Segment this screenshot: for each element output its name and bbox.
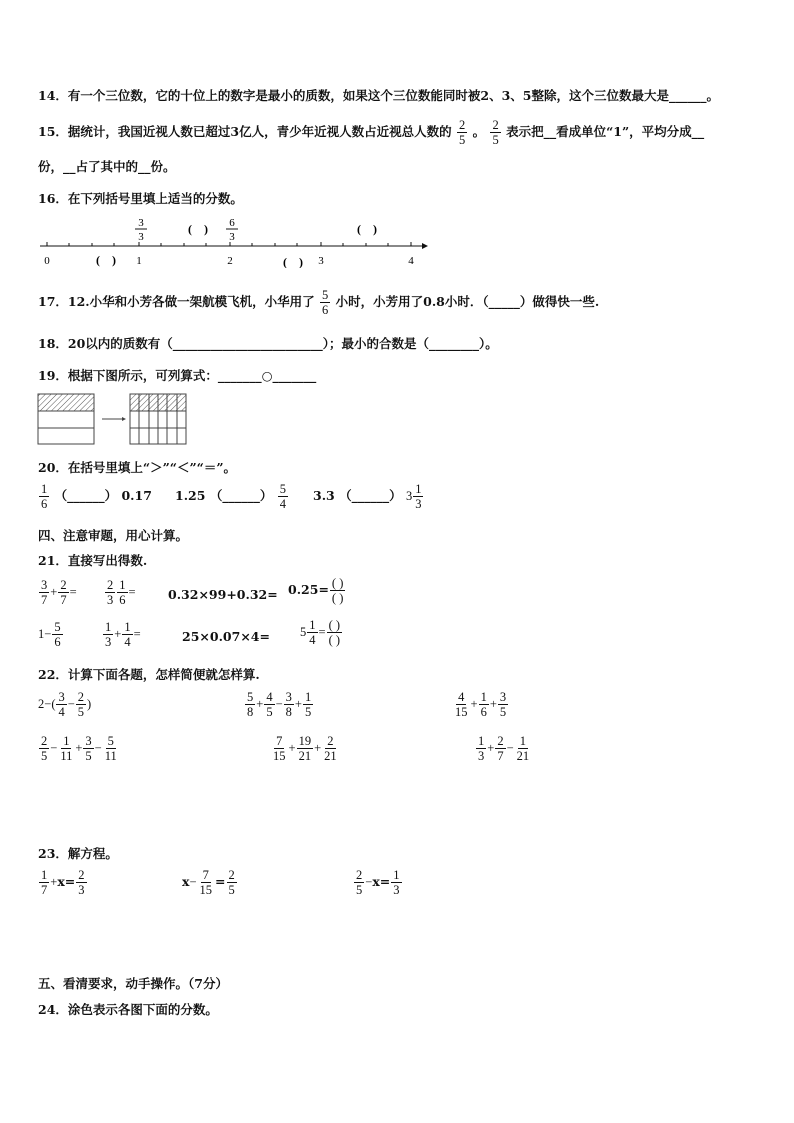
q15-text-b: 。 — [472, 124, 486, 139]
q22-expr-1: 2−( $\frac{3}{4}$ − $\frac{2}{5}$ ) — [38, 690, 92, 719]
q21-expr-6: $\frac{1}{3}$ + $\frac{1}{4}$ = — [105, 620, 141, 649]
arrow-icon — [122, 417, 126, 421]
q21-expr-3: 0.32×99+0.32= — [168, 587, 278, 602]
q23-equation-1: $\frac{1}{7}$ +x= $\frac{2}{3}$ — [41, 868, 85, 897]
q20-item-3 — [313, 482, 424, 511]
question-16-title: 16．在下列括号里填上适当的分数。 — [38, 191, 243, 206]
q23-equation-2: x− $\frac{7}{15}$ = $\frac{2}{5}$ — [182, 868, 235, 897]
q20-blank-1[interactable]: （______） — [54, 488, 118, 503]
question-18: 18．20以内的质数有（________________________）；最小的合数是（________）。 — [38, 336, 498, 351]
frac-6-3-num: 6 — [229, 217, 235, 229]
paren-bottom-1[interactable]: ( ) — [96, 253, 116, 267]
q20-blank-2[interactable]: （______） — [209, 488, 273, 503]
paren-bottom-2[interactable]: ( ) — [283, 255, 303, 268]
q17-fraction: $\frac{5}{6}$ — [322, 288, 329, 317]
q21-expr-7: 25×0.07×4= — [182, 629, 270, 644]
q22-expr-2: $\frac{5}{8}$ + $\frac{4}{5}$ − $\frac{3}{8}$ + $\frac{1}{5}$ — [247, 690, 312, 719]
q22-expr-4: $\frac{2}{5}$ − $\frac{1}{11}$ + $\frac{3}{5}$ − $\frac{5}{11}$ — [41, 734, 117, 763]
number-line — [36, 212, 436, 268]
q22-expr-5: $\frac{7}{15}$ + $\frac{19}{21}$ + $\frac{2}{21}$ — [273, 734, 337, 763]
question-20-title: 20．在括号里填上“＞”“＜”“＝”。 — [38, 460, 237, 475]
q21-expr-8: 5 $\frac{1}{4}$ = ( ) ( ) — [300, 618, 341, 647]
q15-line2: 份，__占了其中的__份。 — [38, 159, 176, 174]
tick-3: 3 — [318, 255, 324, 267]
section-5-title: 五、看清要求，动手操作。（7分） — [38, 976, 228, 991]
q15-fraction-2: $\frac{2}{5}$ — [492, 118, 499, 147]
frac-3-3-num: 3 — [138, 217, 144, 229]
q21-expr-5: 1− $\frac{5}{6}$ — [38, 620, 61, 649]
q17-text-a: 17．12.小华和小芳各做一架航模飞机，小华用了 — [38, 294, 315, 309]
question-15 — [38, 118, 704, 147]
q15-fraction: $\frac{2}{5}$ — [458, 118, 466, 147]
answer-fraction-blank[interactable]: ( ) ( ) — [331, 576, 344, 605]
q22-expr-3: $\frac{4}{15}$ + $\frac{1}{6}$ + $\frac{3}{5}$ — [455, 690, 507, 719]
tick-2: 2 — [227, 255, 233, 267]
q20-value-0.17: 0.17 — [121, 488, 152, 503]
q20-value-1.25: 1.25 — [175, 488, 206, 503]
q20-mixed-whole: 3 — [405, 489, 413, 503]
paren-top-2[interactable]: ( ) — [357, 222, 377, 236]
q17-text-b: 小时，小芳用了0.8小时．（_____）做得快一些. — [335, 294, 600, 309]
q15-text-a: 15．据统计，我国近视人数已超过3亿人，青少年近视人数占近视总人数的 — [38, 124, 452, 139]
question-21-title: 21．直接写出得数. — [38, 553, 148, 568]
section-4-title: 四、注意审题，用心计算。 — [38, 528, 189, 543]
q20-value-3.3: 3.3 — [313, 488, 335, 503]
q20-item-1 — [38, 482, 152, 511]
tick-4: 4 — [408, 255, 414, 267]
q21-expr-1: $\frac{3}{7}$ + $\frac{2}{7}$ = — [41, 578, 77, 607]
q21-expr-4: 0.25= ( ) ( ) — [288, 576, 344, 605]
tick-0: 0 — [44, 255, 50, 267]
question-19: 19．根据下图所示，可列算式：_______○_______ — [38, 368, 317, 383]
question-14: 14．有一个三位数，它的十位上的数字是最小的质数，如果这个三位数能同时被2、3、5整除，这个三位数最大是______。 — [38, 88, 719, 103]
q21-expr-2: $\frac{2}{3}$ $\frac{1}{6}$ = — [107, 578, 136, 607]
frac-3-3-den: 3 — [138, 231, 144, 243]
q20-mixed-frac: $\frac{1}{3}$ — [415, 482, 422, 511]
q20-blank-3[interactable]: （______） — [339, 488, 402, 503]
answer-fraction-blank-2[interactable]: ( ) ( ) — [328, 618, 341, 647]
question-24-title: 24．涂色表示各图下面的分数。 — [38, 1002, 218, 1017]
question-17 — [38, 288, 599, 317]
tick-1: 1 — [136, 255, 142, 267]
q23-equation-3: $\frac{2}{5}$ −x= $\frac{1}{3}$ — [356, 868, 400, 897]
question-23-title: 23．解方程。 — [38, 846, 118, 861]
q20-frac-1-6: $\frac{1}{6}$ — [41, 482, 48, 511]
paren-top-1[interactable]: ( ) — [188, 222, 208, 236]
frac-6-3-den: 3 — [229, 231, 235, 243]
q22-expr-6: $\frac{1}{3}$ + $\frac{2}{7}$ − $\frac{1}{21}$ — [478, 734, 530, 763]
q20-frac-5-4: $\frac{5}{4}$ — [279, 482, 286, 511]
q19-figure — [36, 392, 196, 446]
question-22-title: 22．计算下面各题，怎样简便就怎样算. — [38, 667, 260, 682]
q20-item-2 — [175, 482, 289, 511]
shaded-third-left — [38, 394, 94, 411]
q15-text-c: 表示把__看成单位“1”，平均分成__ — [506, 124, 705, 139]
